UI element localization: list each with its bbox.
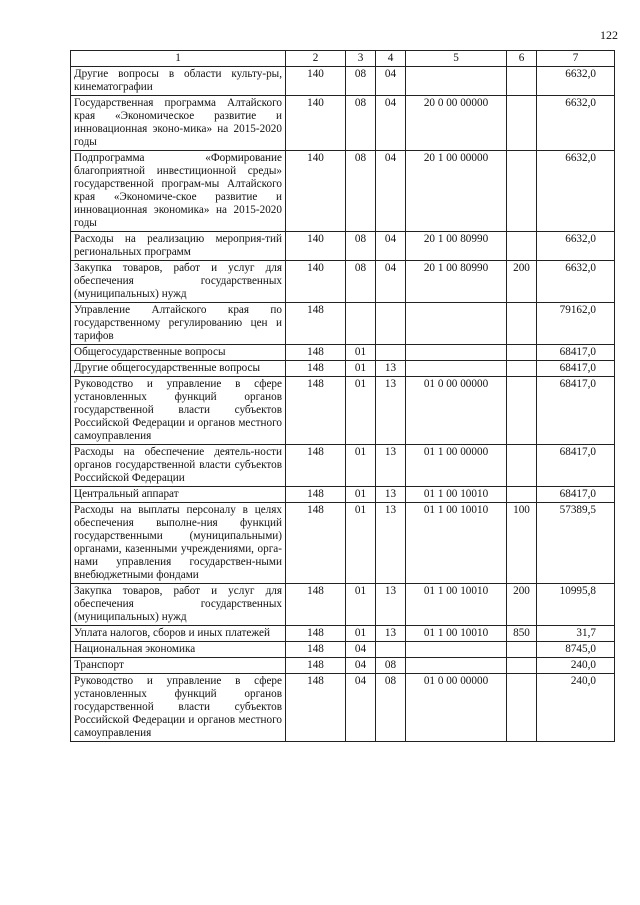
row-name: Национальная экономика (71, 642, 286, 658)
row-amount: 6632,0 (537, 232, 615, 261)
row-amount: 6632,0 (537, 67, 615, 96)
row-section-code: 08 (346, 261, 376, 303)
row-expense-type-code (507, 658, 537, 674)
table-row (71, 151, 615, 232)
row-subsection-code (376, 642, 406, 658)
row-amount: 6632,0 (537, 96, 615, 151)
row-ministry-code: 140 (286, 232, 346, 261)
row-amount: 68417,0 (537, 345, 615, 361)
row-target-code: 01 1 00 10010 (406, 503, 507, 584)
row-subsection-code: 13 (376, 487, 406, 503)
row-section-code: 01 (346, 503, 376, 584)
row-name: Другие общегосударственные вопросы (71, 361, 286, 377)
row-name: Центральный аппарат (71, 487, 286, 503)
row-ministry-code: 140 (286, 151, 346, 232)
row-ministry-code: 148 (286, 642, 346, 658)
row-name: Государственная программа Алтайского края «Экономическое развитие и инновационная эконо-мика» на 2015-2020 годы (71, 96, 286, 151)
row-target-code: 20 1 00 00000 (406, 151, 507, 232)
row-section-code (346, 303, 376, 345)
table-row (71, 674, 615, 742)
row-section-code: 01 (346, 377, 376, 445)
row-section-code: 08 (346, 151, 376, 232)
row-target-code (406, 361, 507, 377)
table-row (71, 584, 615, 626)
row-amount: 6632,0 (537, 261, 615, 303)
row-amount: 240,0 (537, 674, 615, 742)
header-col-6: 6 (507, 51, 537, 67)
table-row (71, 377, 615, 445)
row-expense-type-code (507, 151, 537, 232)
table-row (71, 303, 615, 345)
row-ministry-code: 148 (286, 377, 346, 445)
row-name: Другие вопросы в области культу-ры, кинематографии (71, 67, 286, 96)
row-name: Руководство и управление в сфере установленных функций органов государственной власти субъектов Российской Федерации и органов местного самоуправления (71, 674, 286, 742)
header-col-3: 3 (346, 51, 376, 67)
row-expense-type-code (507, 674, 537, 742)
row-amount: 68417,0 (537, 487, 615, 503)
row-target-code: 01 1 00 10010 (406, 584, 507, 626)
table-row (71, 626, 615, 642)
row-ministry-code: 148 (286, 674, 346, 742)
header-col-4: 4 (376, 51, 406, 67)
header-row (71, 51, 615, 67)
row-target-code: 01 0 00 00000 (406, 377, 507, 445)
row-subsection-code: 13 (376, 626, 406, 642)
row-subsection-code: 13 (376, 445, 406, 487)
table-row (71, 487, 615, 503)
row-name: Подпрограмма «Формирование благоприятной инвестиционной среды» государственной програм-мы Алтайского края «Экономиче-ское развитие и инновационная экономика» на 2015-2020 годы (71, 151, 286, 232)
row-subsection-code: 04 (376, 151, 406, 232)
row-name: Закупка товаров, работ и услуг для обеспечения государственных (муниципальных) нужд (71, 261, 286, 303)
row-expense-type-code (507, 96, 537, 151)
row-expense-type-code (507, 361, 537, 377)
table-row (71, 503, 615, 584)
row-name: Общегосударственные вопросы (71, 345, 286, 361)
table-row (71, 232, 615, 261)
budget-table-body (71, 51, 615, 742)
header-col-7: 7 (537, 51, 615, 67)
row-target-code (406, 345, 507, 361)
page-number: 122 (600, 28, 618, 42)
row-subsection-code: 04 (376, 67, 406, 96)
row-target-code: 01 1 00 00000 (406, 445, 507, 487)
row-amount: 68417,0 (537, 361, 615, 377)
row-subsection-code: 04 (376, 96, 406, 151)
row-expense-type-code: 200 (507, 584, 537, 626)
row-ministry-code: 148 (286, 626, 346, 642)
row-subsection-code: 13 (376, 377, 406, 445)
row-section-code: 01 (346, 345, 376, 361)
row-amount: 31,7 (537, 626, 615, 642)
row-amount: 10995,8 (537, 584, 615, 626)
row-subsection-code: 08 (376, 674, 406, 742)
row-expense-type-code (507, 487, 537, 503)
row-expense-type-code (507, 377, 537, 445)
row-expense-type-code: 200 (507, 261, 537, 303)
row-expense-type-code (507, 67, 537, 96)
row-name: Управление Алтайского края по государственному регулированию цен и тарифов (71, 303, 286, 345)
row-expense-type-code (507, 345, 537, 361)
row-amount: 68417,0 (537, 445, 615, 487)
row-subsection-code: 04 (376, 261, 406, 303)
row-section-code: 08 (346, 67, 376, 96)
row-name: Расходы на реализацию мероприя-тий региональных программ (71, 232, 286, 261)
row-target-code (406, 303, 507, 345)
row-amount: 6632,0 (537, 151, 615, 232)
row-section-code: 04 (346, 642, 376, 658)
row-subsection-code (376, 345, 406, 361)
table-row (71, 361, 615, 377)
row-ministry-code: 148 (286, 487, 346, 503)
row-ministry-code: 148 (286, 303, 346, 345)
row-expense-type-code: 850 (507, 626, 537, 642)
row-amount: 68417,0 (537, 377, 615, 445)
row-ministry-code: 148 (286, 361, 346, 377)
row-ministry-code: 148 (286, 658, 346, 674)
table-row (71, 67, 615, 96)
row-subsection-code: 13 (376, 503, 406, 584)
row-target-code: 01 1 00 10010 (406, 626, 507, 642)
row-subsection-code: 13 (376, 584, 406, 626)
row-section-code: 01 (346, 487, 376, 503)
row-ministry-code: 140 (286, 96, 346, 151)
row-ministry-code: 148 (286, 584, 346, 626)
header-col-2: 2 (286, 51, 346, 67)
row-subsection-code: 04 (376, 232, 406, 261)
row-expense-type-code (507, 303, 537, 345)
header-col-5: 5 (406, 51, 507, 67)
row-expense-type-code: 100 (507, 503, 537, 584)
row-section-code: 01 (346, 445, 376, 487)
row-subsection-code (376, 303, 406, 345)
row-name: Транспорт (71, 658, 286, 674)
header-col-1: 1 (71, 51, 286, 67)
row-ministry-code: 148 (286, 503, 346, 584)
row-target-code: 01 1 00 10010 (406, 487, 507, 503)
row-subsection-code: 08 (376, 658, 406, 674)
row-ministry-code: 140 (286, 261, 346, 303)
row-amount: 57389,5 (537, 503, 615, 584)
row-target-code: 20 1 00 80990 (406, 232, 507, 261)
row-name: Уплата налогов, сборов и иных платежей (71, 626, 286, 642)
row-section-code: 01 (346, 584, 376, 626)
budget-table (70, 50, 615, 742)
row-target-code: 20 1 00 80990 (406, 261, 507, 303)
table-row (71, 642, 615, 658)
row-target-code (406, 67, 507, 96)
table-row (71, 96, 615, 151)
row-name: Расходы на обеспечение деятель-ности органов государственной власти субъектов Российской Федерации (71, 445, 286, 487)
row-name: Закупка товаров, работ и услуг для обеспечения государственных (муниципальных) нужд (71, 584, 286, 626)
row-section-code: 08 (346, 232, 376, 261)
row-target-code (406, 642, 507, 658)
table-row (71, 261, 615, 303)
row-expense-type-code (507, 232, 537, 261)
row-name: Руководство и управление в сфере установленных функций органов государственной власти субъектов Российской Федерации и органов местного самоуправления (71, 377, 286, 445)
row-amount: 240,0 (537, 658, 615, 674)
table-row (71, 445, 615, 487)
row-subsection-code: 13 (376, 361, 406, 377)
row-section-code: 04 (346, 674, 376, 742)
table-row (71, 345, 615, 361)
row-amount: 79162,0 (537, 303, 615, 345)
row-ministry-code: 140 (286, 67, 346, 96)
row-ministry-code: 148 (286, 345, 346, 361)
row-target-code: 01 0 00 00000 (406, 674, 507, 742)
row-section-code: 01 (346, 626, 376, 642)
row-amount: 8745,0 (537, 642, 615, 658)
row-section-code: 04 (346, 658, 376, 674)
row-section-code: 01 (346, 361, 376, 377)
row-section-code: 08 (346, 96, 376, 151)
row-ministry-code: 148 (286, 445, 346, 487)
row-name: Расходы на выплаты персоналу в целях обеспечения выполне-ния функций государственными (муниципальными) органами, казенными учреждениями, орга-нами управления государствен-ными внебюджетными фондами (71, 503, 286, 584)
row-target-code: 20 0 00 00000 (406, 96, 507, 151)
row-target-code (406, 658, 507, 674)
table-row (71, 658, 615, 674)
row-expense-type-code (507, 445, 537, 487)
row-expense-type-code (507, 642, 537, 658)
